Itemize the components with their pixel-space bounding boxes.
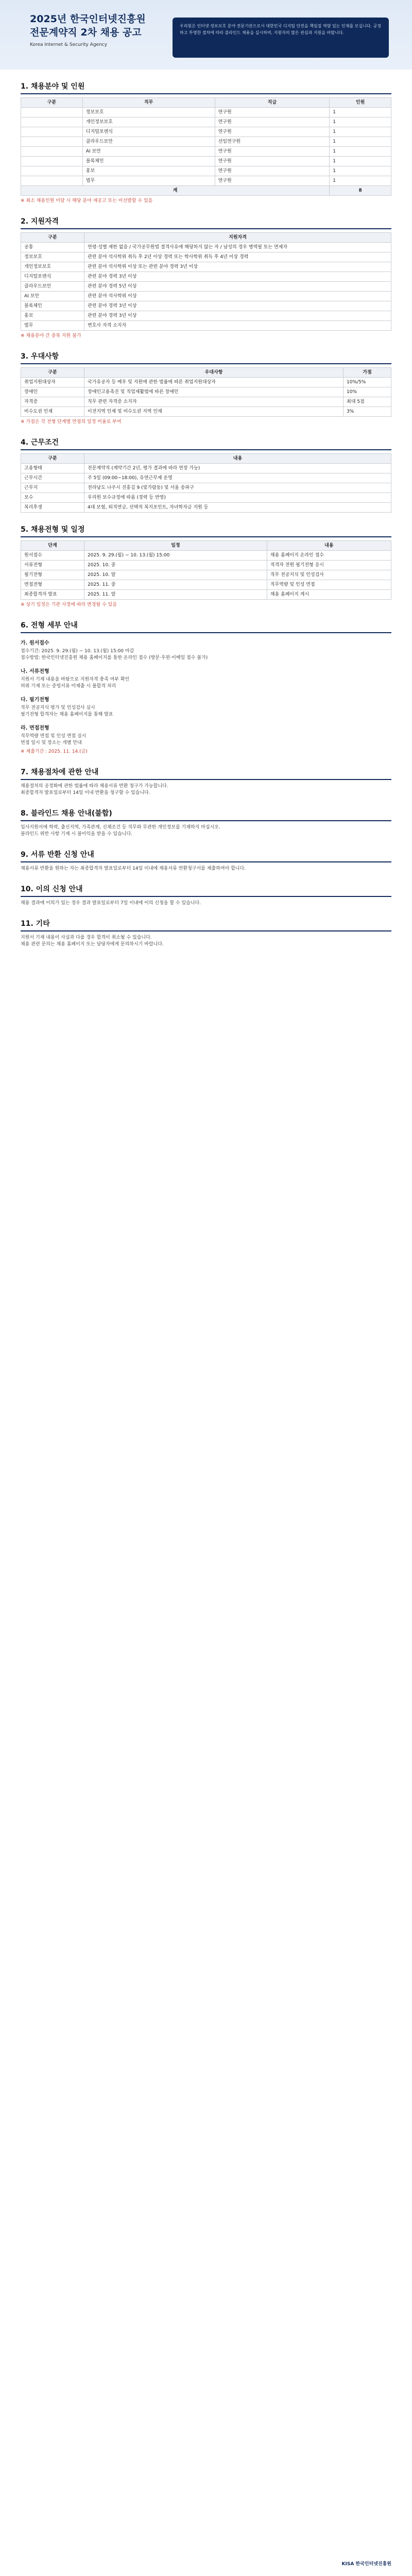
table-cell: 채용 홈페이지 게시 [267, 590, 391, 600]
table-cell: 국가유공자 등 예우 및 지원에 관한 법률에 따른 취업지원대상자 [84, 378, 344, 387]
paragraph: 지원서 기재 내용이 사실과 다를 경우 합격이 취소될 수 있습니다. 채용 관련 문의는 채용 홈페이지 또는 담당자에게 문의하시기 바랍니다. [21, 935, 164, 947]
section-title: 7. 채용절차에 관한 안내 [21, 767, 391, 780]
table-row [21, 493, 391, 503]
table-cell: 연구원 [215, 166, 330, 176]
section-title: 3. 우대사항 [21, 351, 391, 364]
table-preferences [21, 367, 391, 417]
table-cell: 8 [330, 186, 391, 196]
table-cell: 직무 관련 자격증 소지자 [84, 397, 344, 407]
table-cell: 홍보 [82, 166, 215, 176]
table-cell: 연구원 [215, 117, 330, 127]
table-row [21, 282, 391, 292]
subheading: 나. 서류전형 [21, 669, 49, 674]
section-8 [21, 808, 391, 838]
table-row [21, 378, 391, 387]
table-cell: 장애인 [21, 387, 84, 397]
table-header: 가점 [344, 368, 391, 378]
table-cell: 연구원 [215, 147, 330, 157]
document-body [0, 81, 412, 948]
table-cell: 4대 보험, 퇴직연금, 선택적 복지포인트, 자녀학자금 지원 등 [84, 503, 391, 513]
table-cell: 계 [21, 186, 330, 196]
banner-year: 2025년 한국인터넷진흥원 [30, 13, 146, 25]
table-cell: 10% [344, 387, 391, 397]
table-cell [21, 176, 83, 186]
note: ※ 가점은 각 전형 단계별 만점의 일정 비율로 부여 [21, 419, 122, 425]
section-11 [21, 918, 391, 948]
table-cell: 연구원 [215, 108, 330, 117]
table-cell: 관련 분야 석사학위 이상 또는 관련 분야 경력 3년 이상 [84, 262, 391, 272]
table-row [21, 387, 391, 397]
table-cell: 개인정보보호 [82, 117, 215, 127]
table-cell: 전문계약직 (계약기간 2년, 평가 결과에 따라 연장 가능) [84, 464, 391, 473]
table-cell: 2025. 10. 말 [84, 570, 267, 580]
table-row [21, 570, 391, 580]
table-cell: 관련 분야 경력 3년 이상 [84, 301, 391, 311]
table-schedule [21, 540, 391, 600]
section-title: 1. 채용분야 및 인원 [21, 81, 391, 94]
table-cell: 면접전형 [21, 580, 84, 590]
table-cell [21, 157, 83, 166]
section-2 [21, 216, 391, 340]
table-header: 단계 [21, 541, 84, 551]
table-header: 구분 [21, 368, 84, 378]
table-row [21, 311, 391, 321]
note: ※ 상기 일정은 기관 사정에 따라 변경될 수 있음 [21, 602, 117, 607]
table-cell: 직무역량 및 인성 면접 [267, 580, 391, 590]
table-cell: 2025. 11. 중 [84, 580, 267, 590]
table-header: 직무 [82, 98, 215, 108]
table-cell: 연령·성별 제한 없음 / 국가공무원법 결격사유에 해당하지 않는 자 / 남성의 경우 병역필 또는 면제자 [84, 243, 391, 252]
table-cell: 변호사 자격 소지자 [84, 321, 391, 331]
section-4 [21, 437, 391, 513]
table-row [21, 407, 391, 417]
table-header: 구분 [21, 98, 83, 108]
table-cell: 블록체인 [21, 301, 84, 311]
table-cell: 2025. 11. 말 [84, 590, 267, 600]
table-row [21, 157, 391, 166]
table-cell: 연구원 [215, 157, 330, 166]
section-title: 8. 블라인드 채용 안내(불합) [21, 808, 391, 821]
section-9 [21, 849, 391, 872]
table-cell: 법무 [21, 321, 84, 331]
table-cell: 직무 전공지식 및 인성검사 [267, 570, 391, 580]
table-cell: 1 [330, 108, 391, 117]
table-row [21, 243, 391, 252]
table-cell: 1 [330, 166, 391, 176]
table-cell: 이전지역 인재 및 비수도권 지역 인재 [84, 407, 344, 417]
table-row [21, 590, 391, 600]
table-cell: 비수도권 인재 [21, 407, 84, 417]
note: ※ 제출기간 : 2025. 11. 14.(금) [21, 749, 88, 754]
table-cell [21, 127, 83, 137]
table-cell: 클라우드보안 [21, 282, 84, 292]
table-cell: 적격자 전원 필기전형 응시 [267, 561, 391, 570]
paragraph: 입사지원서에 학력, 출신지역, 가족관계, 신체조건 등 직무와 무관한 개인정보를 기재하지 마십시오. 블라인드 위반 사항 기재 시 불이익을 받을 수 있습니다. [21, 825, 220, 837]
table-cell: 관련 분야 석사학위 취득 후 2년 이상 경력 또는 학사학위 취득 후 4년 이상 경력 [84, 252, 391, 262]
table-row [21, 262, 391, 272]
table-cell: 근무시간 [21, 473, 84, 483]
table-row [21, 473, 391, 483]
banner-title: 전문계약직 2차 채용 공고 [30, 27, 142, 38]
table-total-row [21, 186, 391, 196]
banner-subtitle: Korea Internet & Security Agency [30, 42, 108, 47]
table-row [21, 137, 391, 147]
table-cell: 원서접수 [21, 551, 84, 561]
table-cell: 홍보 [21, 311, 84, 321]
table-cell [21, 147, 83, 157]
table-cell: 관련 분야 석사학위 이상 [84, 292, 391, 301]
section-3 [21, 351, 391, 426]
paragraph: 지원서 기재 내용을 바탕으로 지원자격 충족 여부 확인 허위 기재 또는 증빙서류 미제출 시 불합격 처리 [21, 677, 130, 689]
table-row [21, 252, 391, 262]
table-cell: 2025. 10. 중 [84, 561, 267, 570]
table-cell: 자격증 [21, 397, 84, 407]
subheading: 다. 필기전형 [21, 697, 49, 703]
table-cell: 디지털포렌식 [21, 272, 84, 282]
table-cell: 블록체인 [82, 157, 215, 166]
table-cell: 1 [330, 137, 391, 147]
table-cell: 개인정보보호 [21, 262, 84, 272]
section-title: 10. 이의 신청 안내 [21, 884, 391, 897]
table-header: 구분 [21, 233, 84, 243]
table-cell: 채용 홈페이지 온라인 접수 [267, 551, 391, 561]
footer-logo: KISA 한국인터넷진흥원 [341, 2562, 391, 2567]
table-cell: 연구원 [215, 176, 330, 186]
table-cell: 정보보호 [82, 108, 215, 117]
table-row [21, 483, 391, 493]
paragraph: 채용 결과에 이의가 있는 경우 결과 발표일로부터 7일 이내에 이의 신청을 할 수 있습니다. [21, 901, 201, 906]
table-cell: 1 [330, 176, 391, 186]
subheading: 가. 원서접수 [21, 640, 49, 646]
section-6 [21, 620, 391, 755]
table-header: 지원자격 [84, 233, 391, 243]
table-cell [21, 137, 83, 147]
table-row [21, 176, 391, 186]
table-row [21, 292, 391, 301]
table-cell: 선임연구원 [215, 137, 330, 147]
section-5 [21, 524, 391, 608]
table-row [21, 127, 391, 137]
table-row [21, 108, 391, 117]
table-cell: 최종합격자 발표 [21, 590, 84, 600]
table-header: 우대사항 [84, 368, 344, 378]
note: ※ 채용분야 간 중복 지원 불가 [21, 333, 81, 338]
table-cell: 10%/5% [344, 378, 391, 387]
table-header: 인원 [330, 98, 391, 108]
header-banner [0, 0, 412, 70]
table-row [21, 321, 391, 331]
table-row [21, 117, 391, 127]
table-cell: 필기전형 [21, 570, 84, 580]
section-title: 2. 지원자격 [21, 216, 391, 229]
table-cell: 1 [330, 127, 391, 137]
table-header: 직급 [215, 98, 330, 108]
table-row [21, 272, 391, 282]
table-qualifications [21, 232, 391, 331]
table-cell: 전라남도 나주시 진흥길 9 (빛가람동) 및 서울 송파구 [84, 483, 391, 493]
table-cell: 클라우드보안 [82, 137, 215, 147]
section-1 [21, 81, 391, 205]
paragraph: 직무역량 면접 및 인성 면접 실시 면접 일시 및 장소는 개별 안내 [21, 734, 87, 745]
table-cell: 관련 분야 경력 3년 이상 [84, 272, 391, 282]
table-row [21, 147, 391, 157]
table-row [21, 301, 391, 311]
table-cell: 2025. 9. 29.(월) ~ 10. 13.(월) 15:00 [84, 551, 267, 561]
note: ※ 최소 채용인원 미달 시 해당 분야 재공고 또는 미선발할 수 있음 [21, 198, 153, 204]
table-cell: 우리원 보수규정에 따름 (경력 등 반영) [84, 493, 391, 503]
table-cell: 최대 5점 [344, 397, 391, 407]
section-title: 11. 기타 [21, 918, 391, 931]
section-10 [21, 884, 391, 907]
table-cell: 정보보호 [21, 252, 84, 262]
table-cell: 관련 분야 경력 5년 이상 [84, 282, 391, 292]
table-cell: 1 [330, 117, 391, 127]
section-title: 9. 서류 반환 신청 안내 [21, 849, 391, 862]
table-cell: 주 5일 (09:00~18:00), 유연근무제 운영 [84, 473, 391, 483]
table-cell: 디지털포렌식 [82, 127, 215, 137]
banner-intro: 우리원은 인터넷·정보보호 분야 전문기관으로서 대한민국 디지털 안전을 책임질 역량 있는 인재를 모십니다. 공정하고 투명한 절차에 따라 블라인드 채용을 실시하며, 지원자의 많은 관심과 지원을 바랍니다. [173, 18, 389, 58]
table-row [21, 397, 391, 407]
paragraph: 채용서류 반환을 원하는 자는 최종합격자 발표일로부터 14일 이내에 채용서류 반환청구서를 제출하여야 합니다. [21, 866, 246, 871]
section-title: 6. 전형 세부 안내 [21, 620, 391, 633]
table-cell: 법무 [82, 176, 215, 186]
section-title: 4. 근무조건 [21, 437, 391, 450]
table-positions [21, 97, 391, 196]
table-row [21, 503, 391, 513]
table-header: 내용 [267, 541, 391, 551]
table-conditions [21, 453, 391, 513]
table-header: 일정 [84, 541, 267, 551]
table-cell: AI 보안 [21, 292, 84, 301]
table-cell: 1 [330, 157, 391, 166]
table-header: 구분 [21, 454, 84, 464]
table-cell: AI 보안 [82, 147, 215, 157]
table-row [21, 561, 391, 570]
table-cell [21, 166, 83, 176]
table-cell: 복리후생 [21, 503, 84, 513]
table-row [21, 551, 391, 561]
section-7 [21, 767, 391, 796]
table-row [21, 464, 391, 473]
paragraph: 접수기간: 2025. 9. 29.(월) ~ 10. 13.(월) 15:00 마감 접수방법: 한국인터넷진흥원 채용 홈페이지를 통한 온라인 접수 (방문·우편·이메일 접수 불가) [21, 649, 208, 660]
paragraph: 채용절차의 공정화에 관한 법률에 따라 채용서류 반환 청구가 가능합니다. 최종합격자 발표일로부터 14일 이내 반환을 청구할 수 있습니다. [21, 784, 168, 795]
table-cell [21, 108, 83, 117]
table-header: 내용 [84, 454, 391, 464]
table-row [21, 580, 391, 590]
table-cell: 취업지원대상자 [21, 378, 84, 387]
table-cell: 연구원 [215, 127, 330, 137]
subheading: 라. 면접전형 [21, 725, 49, 731]
section-title: 5. 채용전형 및 일정 [21, 524, 391, 537]
table-cell [21, 117, 83, 127]
table-cell: 서류전형 [21, 561, 84, 570]
table-cell: 근무지 [21, 483, 84, 493]
table-cell: 장애인고용촉진 및 직업재활법에 따른 장애인 [84, 387, 344, 397]
table-cell: 고용형태 [21, 464, 84, 473]
table-cell: 보수 [21, 493, 84, 503]
table-cell: 관련 분야 경력 3년 이상 [84, 311, 391, 321]
table-cell: 1 [330, 147, 391, 157]
table-cell: 3% [344, 407, 391, 417]
paragraph: 직무 전공지식 평가 및 인성검사 실시 필기전형 합격자는 채용 홈페이지를 통해 발표 [21, 705, 113, 717]
table-row [21, 166, 391, 176]
table-cell: 공통 [21, 243, 84, 252]
